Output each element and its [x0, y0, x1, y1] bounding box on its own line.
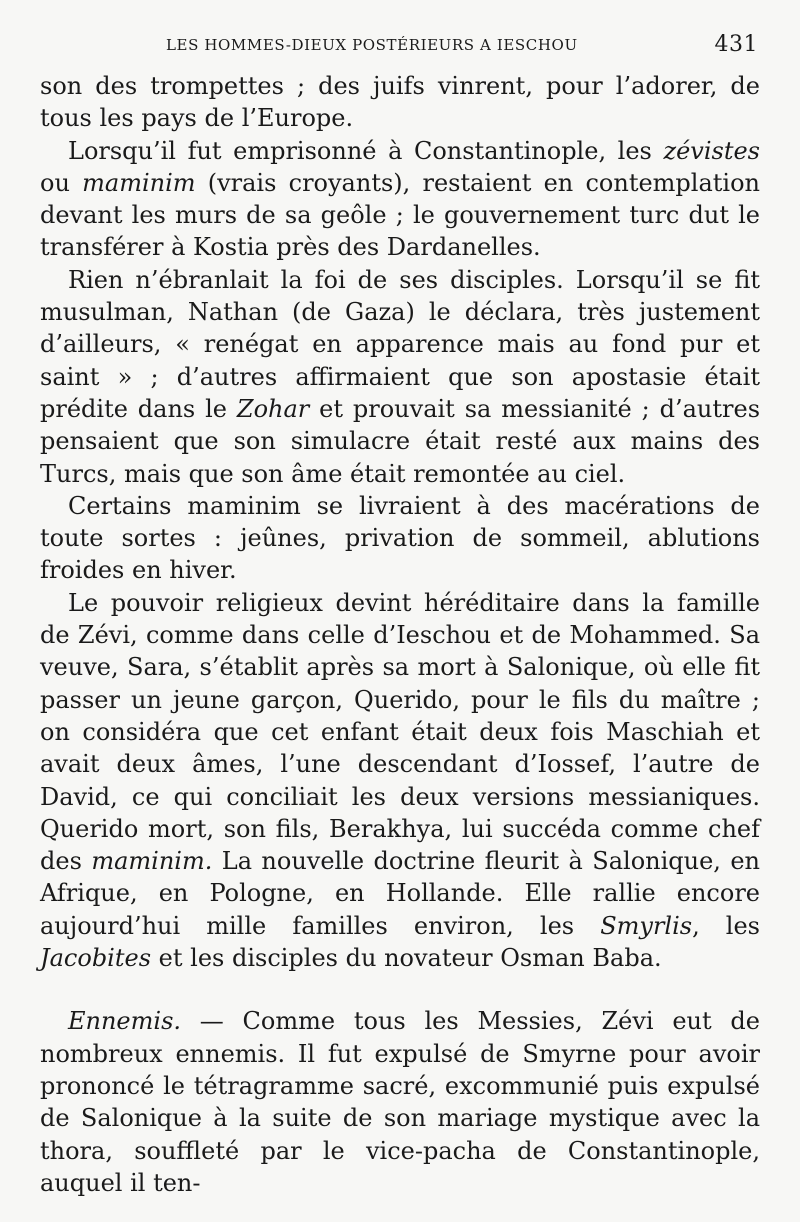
running-header [40, 30, 760, 60]
italic-term: zévistes [663, 136, 760, 165]
paragraph-text: et prouvait sa messianité ; d’autres pensaient que son simulacre était resté aux mains des Turcs, mais que son âme était remontée au ciel. [40, 394, 761, 488]
paragraph-text: Rien n’ébranlait la foi de ses disciples. Lorsqu’il se fit musulman, Nathan (de Gaza) le déclara, très justement d’ailleurs, « renégat en apparence mais au fond pur et saint » ; d’autres affirmaient que son apostasie était prédite dans le [40, 265, 760, 423]
paragraph-text: Certains maminim se livraient à des macérations de toute sortes : jeûnes, privation de sommeil, ablutions froides en hiver. [40, 491, 760, 585]
paragraph-text: , les [692, 911, 761, 940]
section-heading: Ennemis. [68, 1007, 182, 1036]
paragraph-text: La nouvelle doctrine fleurit à Salonique, en Afrique, en Pologne, en Hollande. Elle rallie encore aujourd’hui mille familles environ, les [40, 847, 761, 940]
italic-term: Zohar [236, 394, 310, 423]
italic-term: maminim. [91, 847, 213, 876]
paragraph-text: (vrais croyants), restaient en contemplation devant les murs de sa geôle ; le gouvernement turc dut le transférer à Kostia près des Dardanelles. [40, 168, 760, 262]
page-number: 431 [714, 32, 758, 57]
paragraph-text: — Comme tous les Messies, Zévi eut de nombreux ennemis. Il fut expulsé de Smyrne pour avoir prononcé le tétragramme sacré, excommunié puis expulsé de Salonique à la suite de son mariage mystique avec la thora, souffleté par le vice-pacha de Constantinople, auquel il ten- [40, 1007, 760, 1197]
italic-term: maminim [82, 168, 196, 197]
running-title: LES HOMMES-DIEUX POSTÉRIEURS A IESCHOU [166, 36, 578, 54]
paragraph-text: Le pouvoir religieux devint héréditaire dans la famille de Zévi, comme dans celle d’Ieschou et de Mohammed. Sa veuve, Sara, s’établit après sa mort à Salonique, où elle fit passer un jeune garçon, Querido, pour le fils du maître ; on considéra que cet enfant était deux fois Maschiah et avait deux âmes, l’une descendant d’Iossef, l’autre de David, ce qui conciliait les deux versions messianiques. Querido mort, son fils, Berakhya, lui succéda comme chef des [40, 588, 760, 876]
paragraph-text: ou [40, 168, 83, 197]
paragraph-1 [40, 70, 760, 135]
paragraph-4 [40, 490, 760, 587]
italic-term: Jacobites [40, 944, 152, 973]
page-body [40, 70, 760, 1199]
paragraph-text: et les disciples du novateur Osman Baba. [151, 944, 662, 973]
italic-term: Smyrlis [600, 911, 693, 940]
paragraph-5 [40, 587, 760, 975]
paragraph-3 [40, 264, 760, 490]
paragraph-text: son des trompettes ; des juifs vinrent, pour l’adorer, de tous les pays de l’Europe. [40, 72, 760, 133]
paragraph-6-ennemis [40, 1005, 760, 1199]
paragraph-text: Lorsqu’il fut emprisonné à Constantinople, les [68, 136, 664, 165]
paragraph-2 [40, 135, 760, 264]
